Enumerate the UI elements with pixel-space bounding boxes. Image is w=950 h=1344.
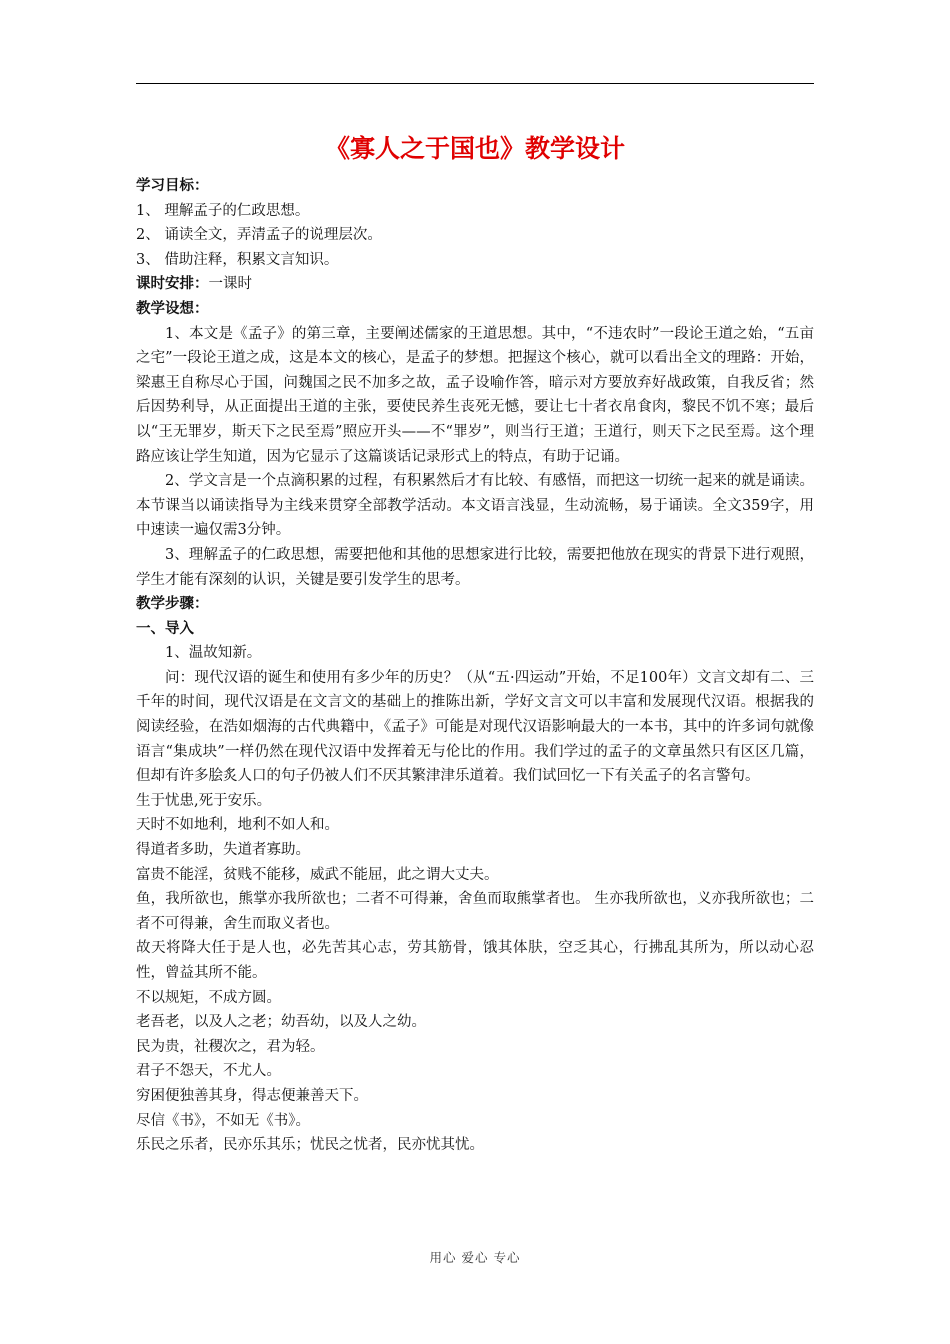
quote-line: 鱼，我所欲也，熊掌亦我所欲也；二者不可得兼，舍鱼而取熊掌者也。 生亦我所欲也，义亦我所欲也；二者不可得兼，舍生而取义者也。 bbox=[136, 891, 814, 932]
objective-item: 1、 理解孟子的仁政思想。 bbox=[136, 202, 310, 219]
concept-paragraph: 3、理解孟子的仁政思想，需要把他和其他的思想家进行比较，需要把他放在现实的背景下进行观照，学生才能有深刻的认识，关键是要引发学生的思考。 bbox=[136, 546, 814, 588]
quote-line: 老吾老，以及人之老；幼吾幼，以及人之幼。 bbox=[136, 1014, 426, 1031]
section-title: 一、导入 bbox=[136, 620, 194, 637]
schedule-heading: 课时安排： bbox=[136, 276, 209, 293]
quote-line: 不以规矩，不成方圆。 bbox=[136, 989, 281, 1006]
quote-line: 民为贵，社稷次之，君为轻。 bbox=[136, 1038, 325, 1055]
quote-line: 尽信《书》，不如无《书》。 bbox=[136, 1112, 310, 1129]
quote-line: 得道者多助，失道者寡助。 bbox=[136, 842, 310, 859]
concept-heading: 教学设想： bbox=[136, 300, 209, 317]
quote-line: 君子不怨天，不尤人。 bbox=[136, 1063, 281, 1080]
document-title: 《寡人之于国也》教学设计 bbox=[324, 134, 625, 163]
header-rule bbox=[136, 83, 814, 84]
schedule-value: 一课时 bbox=[208, 276, 252, 293]
objective-item: 2、 诵读全文，弄清孟子的说理层次。 bbox=[136, 227, 382, 244]
objectives-heading: 学习目标： bbox=[136, 178, 209, 194]
steps-heading: 教学步骤： bbox=[136, 596, 209, 613]
subsection-title: 1、温故知新。 bbox=[165, 645, 262, 662]
quote-line: 富贵不能淫，贫贱不能移，威武不能屈，此之谓大丈夫。 bbox=[136, 866, 499, 883]
quote-line: 生于忧患,死于安乐。 bbox=[136, 792, 272, 809]
page-footer: 用心 爱心 专心 bbox=[429, 1250, 521, 1265]
document-body bbox=[136, 128, 814, 1158]
quote-line: 乐民之乐者，民亦乐其乐；忧民之忧者，民亦忧其忧。 bbox=[136, 1137, 484, 1154]
quote-line: 穷困便独善其身，得志便兼善天下。 bbox=[136, 1087, 368, 1104]
objective-item: 3、 借助注释，积累文言知识。 bbox=[136, 251, 339, 268]
question-paragraph: 问：现代汉语的诞生和使用有多少年的历史？（从“五·四运动”开始，不足100年）文言文却有二、三千年的时间，现代汉语是在文言文的基础上的推陈出新，学好文言文可以丰富和发展现代汉语。根据我的阅读经验，在浩如烟海的古代典籍中，《孟子》可能是对现代汉语影响最大的一本书，其中的许多词句就像语言“集成块”一样仍然在现代汉语中发挥着无与伦比的作用。我们学过的孟子的文章虽然只有区区几篇，但却有许多脍炙人口的句子仍被人们不厌其繁津津乐道着。我们试回忆一下有关孟子的名言警句。 bbox=[136, 669, 814, 785]
concept-paragraph: 2、学文言是一个点滴积累的过程，有积累然后才有比较、有感悟，而把这一切统一起来的就是诵读。本节课当以诵读指导为主线来贯穿全部教学活动。本文语言浅显，生动流畅，易于诵读。全文359字，用中速读一遍仅需3分钟。 bbox=[136, 473, 814, 539]
schedule-line bbox=[136, 272, 814, 297]
quote-line: 故天将降大任于是人也，必先苦其心志，劳其筋骨，饿其体肤，空乏其心，行拂乱其所为，所以动心忍性，曾益其所不能。 bbox=[136, 940, 814, 981]
quote-line: 天时不如地利，地利不如人和。 bbox=[136, 817, 339, 834]
concept-paragraph: 1、本文是《孟子》的第三章，主要阐述儒家的王道思想。其中，“不违农时”一段论王道之始，“五亩之宅”一段论王道之成，这是本文的核心，是孟子的梦想。把握这个核心，就可以看出全文的理路：开始，梁惠王自称尽心于国，问魏国之民不加多之故，孟子设喻作答，暗示对方要放弃好战政策，自我反省；然后因势利导，从正面提出王道的主张，要使民养生丧死无憾，要让七十者衣帛食肉，黎民不饥不寒；最后以“王无罪岁，斯天下之民至焉”照应开头——不“罪岁”，则当行王道；王道行，则天下之民至焉。这个理路应该让学生知道，因为它显示了这篇谈话记录形式上的特点，有助于记诵。 bbox=[136, 325, 814, 465]
